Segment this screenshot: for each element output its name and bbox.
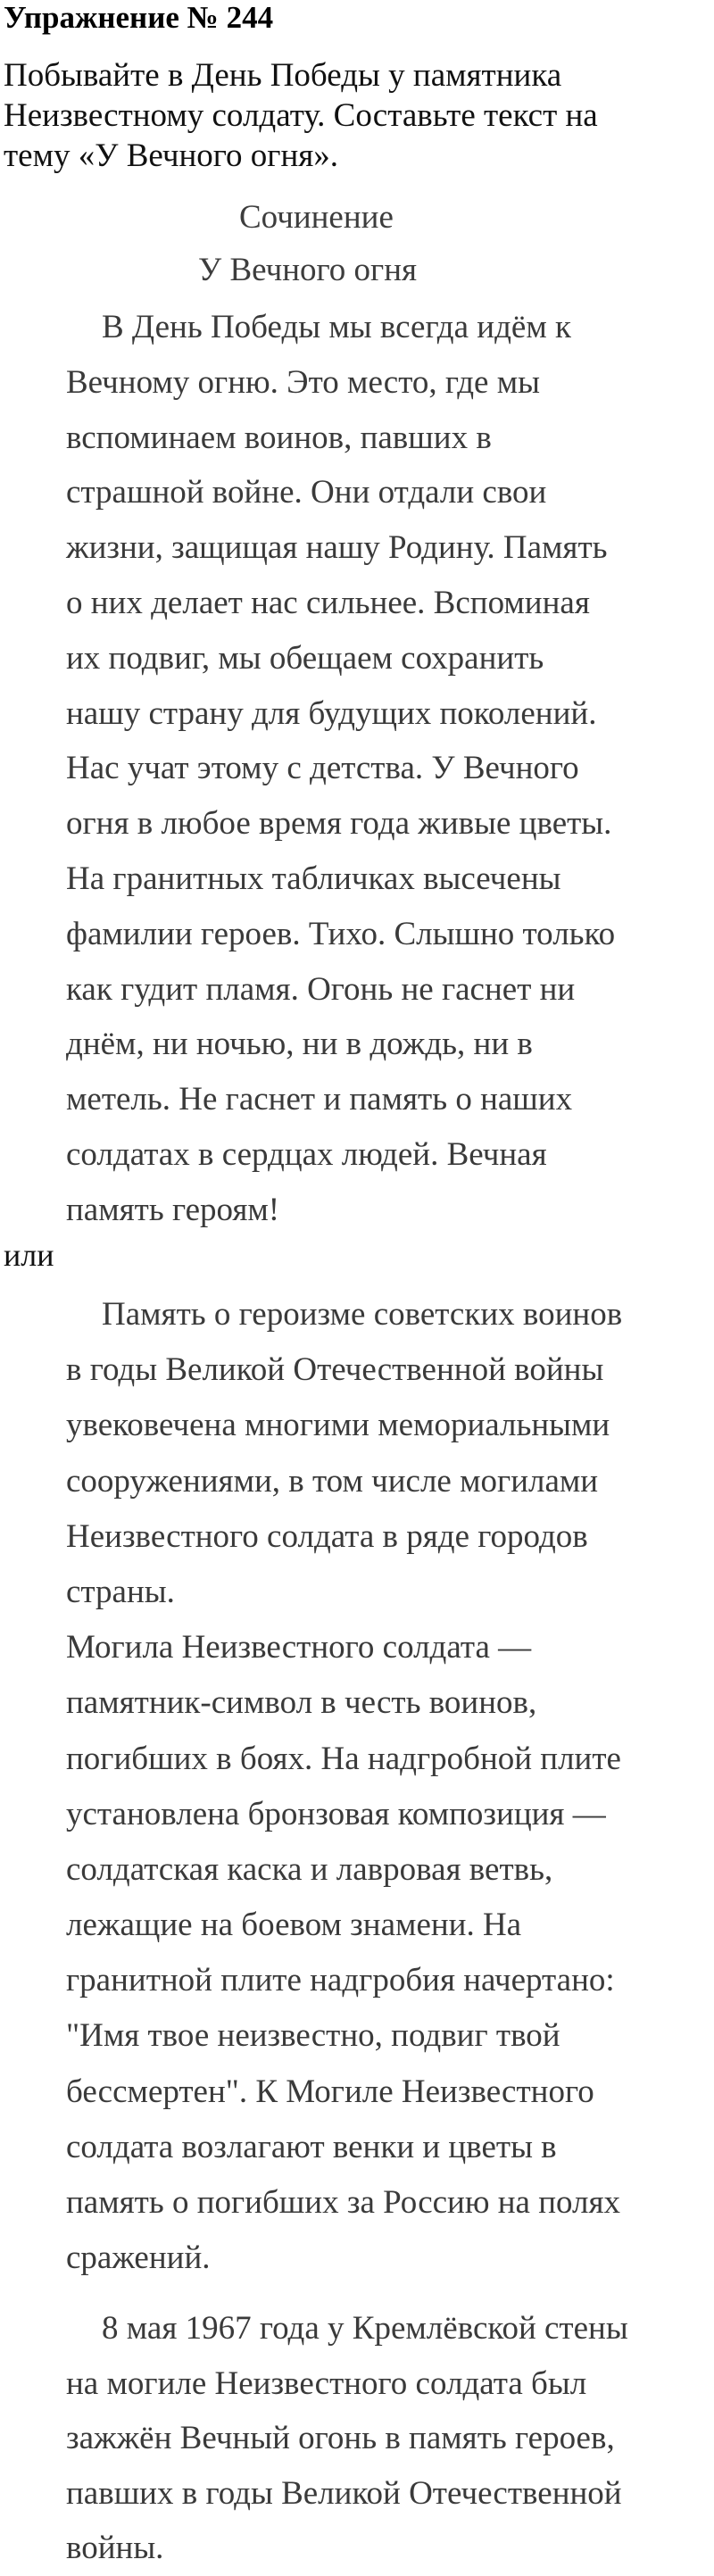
essay-line: вспоминаем воинов, павших в [66, 419, 492, 456]
essay-line: На гранитных табличках высечены [66, 860, 561, 897]
task-line: тему «У Вечного огня». [4, 137, 339, 174]
essay-line: зажжён Вечный огонь в память героев, [66, 2420, 615, 2456]
essay-line: "Имя твое неизвестно, подвиг твой [66, 2017, 560, 2055]
essay-line: установлена бронзовая композиция — [66, 1795, 606, 1832]
essay-line: солдата возлагают венки и цветы в [66, 2128, 557, 2165]
essay-line: днём, ни ночью, ни в дождь, ни в [66, 1026, 533, 1063]
essay-line: сражений. [66, 2239, 211, 2277]
essay-line: павших в годы Великой Отечественной [66, 2474, 622, 2512]
essay-line: бессмертен". К Могиле Неизвестного [66, 2073, 594, 2110]
essay-line: Память о героизме советских воинов [102, 1296, 623, 1333]
essay-line: В День Победы мы всегда идём к [102, 309, 571, 345]
essay-line: 8 мая 1967 года у Кремлёвской стены [102, 2310, 628, 2347]
essay-line: страны. [66, 1573, 175, 1610]
essay-line: память о погибших за Россию на полях [66, 2184, 621, 2221]
essay-line: солдатская каска и лавровая ветвь, [66, 1850, 553, 1888]
essay-line: о них делает нас сильнее. Вспоминая [66, 584, 590, 621]
essay-line: на могиле Неизвестного солдата был [66, 2364, 587, 2402]
essay-line: фамилии героев. Тихо. Слышно только [66, 915, 616, 952]
essay-line: гранитной плите надгробия начертано: [66, 1962, 615, 1999]
essay-line: память героям! [66, 1191, 280, 1228]
essay-line: погибших в боях. На надгробной плите [66, 1740, 621, 1777]
exercise-title: Упражнение № 244 [4, 0, 274, 35]
essay-line: как гудит пламя. Огонь не гаснет ни [66, 970, 576, 1008]
essay-line: в годы Великой Отечественной войны [66, 1351, 604, 1389]
task-line: Побывайте в День Победы у памятника [4, 57, 562, 94]
essay-line: солдатах в сердцах людей. Вечная [66, 1135, 547, 1173]
essay-line: Могила Неизвестного солдата — [66, 1629, 532, 1666]
essay-line: увековечена многими мемориальными [66, 1407, 610, 1444]
essay-heading: У Вечного огня [198, 252, 418, 288]
essay-line: Нас учат этому с детства. У Вечного [66, 750, 579, 787]
essay-1-body [66, 300, 709, 1238]
essay-line: их подвиг, мы обещаем сохранить [66, 639, 544, 677]
essay-line: огня в любое время года живые цветы. [66, 805, 612, 843]
essay-genre-label: Сочинение [239, 199, 394, 236]
task-line: Неизвестному солдату. Составьте текст на [4, 97, 598, 134]
essay-2-body [66, 1287, 709, 2286]
alternative-separator: или [4, 1237, 54, 1273]
essay-line: сооружениями, в том числе могилами [66, 1462, 599, 1500]
essay-line: памятник-символ в честь воинов, [66, 1684, 537, 1722]
essay-line: нашу страну для будущих поколений. [66, 694, 597, 732]
exercise-task [4, 55, 709, 176]
essay-line: метель. Не гаснет и память о наших [66, 1081, 573, 1118]
essay-line: страшной войне. Они отдали свои [66, 474, 547, 511]
essay-2-closing [66, 2301, 709, 2576]
essay-line: Неизвестного солдата в ряде городов [66, 1517, 588, 1555]
essay-line: лежащие на боевом знамени. На [66, 1907, 522, 1944]
essay-line: войны. [66, 2530, 164, 2566]
essay-line: жизни, защищая нашу Родину. Память [66, 529, 608, 567]
essay-line: Вечному огню. Это место, где мы [66, 363, 540, 401]
